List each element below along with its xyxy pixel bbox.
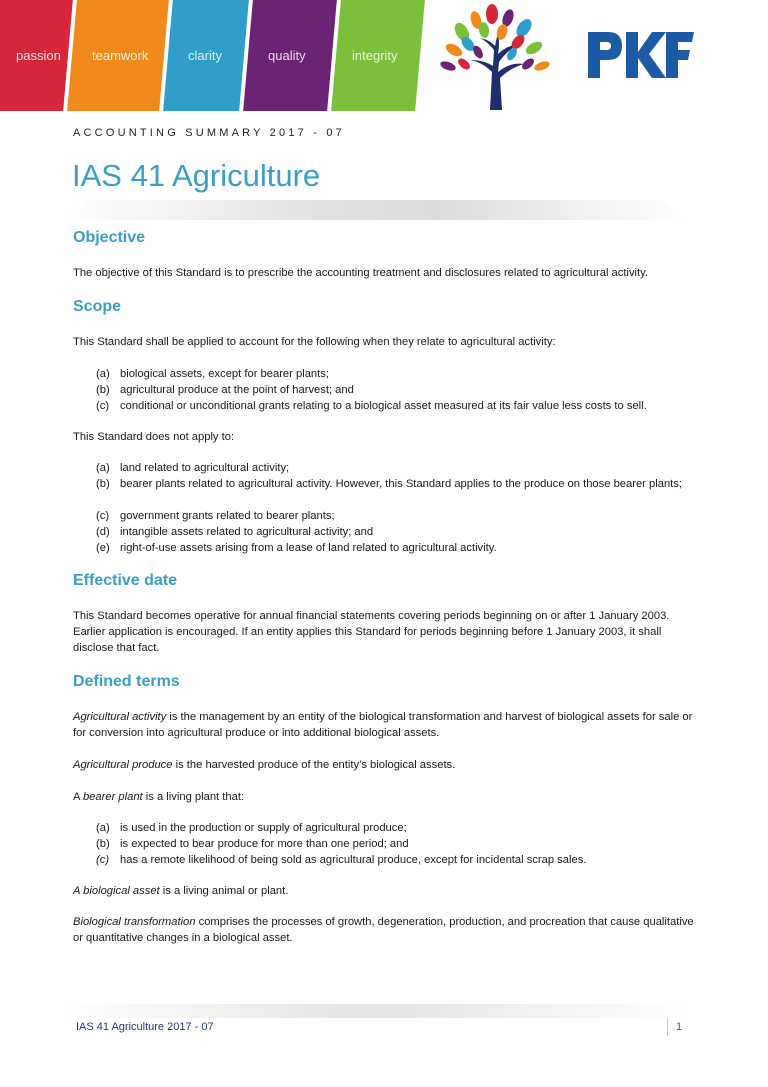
footer-title: IAS 41 Agriculture 2017 - 07 [76, 1021, 214, 1033]
summary-label: ACCOUNTING SUMMARY 2017 - 07 [73, 127, 345, 139]
list-text: agricultural produce at the point of harvest; and [120, 384, 354, 396]
tab-label-passion: passion [15, 48, 61, 63]
definition-agricultural-produce [73, 757, 695, 773]
list-text: right-of-use assets arising from a lease of land related to agricultural activity. [120, 542, 497, 554]
definition-agricultural-activity [73, 709, 695, 741]
list-marker: (d) [96, 526, 110, 538]
list-marker: (b) [96, 384, 110, 396]
list-item [96, 382, 696, 398]
objective-text: The objective of this Standard is to prescribe the accounting treatment and disclosures related to agricultural activity. [73, 267, 649, 279]
tab-teamwork [67, 0, 169, 111]
list-text: government grants related to bearer plants; [120, 510, 335, 522]
list-text: is expected to bear produce for more than one period; and [120, 838, 409, 850]
list-item [96, 852, 696, 868]
tab-label-integrity: integrity [352, 48, 398, 63]
page-number: 1 [676, 1021, 683, 1033]
list-marker: (b) [96, 838, 110, 850]
term: bearer plant [82, 791, 143, 803]
list-item [96, 460, 696, 476]
page-title: IAS 41 Agriculture [72, 158, 321, 193]
pkf-logo-icon [586, 28, 696, 80]
definition-text: is the harvested produce of the entity’s biological assets. [172, 759, 456, 771]
list-text: is used in the production or supply of agricultural produce; [120, 822, 407, 834]
tab-clarity [163, 0, 249, 111]
definition-text: is a living plant that: [142, 791, 245, 803]
definition-text: comprises the processes of growth, degeneration, production, and procreation that cause qualitative or quantitative changes in a biological asset. [73, 916, 694, 944]
term: Biological transformation [73, 916, 196, 928]
list-text: has a remote likelihood of being sold as agricultural produce, except for incidental scrap sales. [120, 854, 587, 866]
scope-exclusions-intro: This Standard does not apply to: [73, 431, 235, 443]
list-marker: (b) [96, 478, 110, 490]
list-item [96, 508, 696, 524]
list-marker: (a) [96, 368, 110, 380]
list-item [96, 524, 696, 540]
definition-biological-asset [73, 883, 695, 899]
heading-effective-date: Effective date [73, 572, 178, 589]
term: Agricultural activity [73, 711, 167, 723]
list-item [96, 476, 696, 492]
title-divider [62, 200, 686, 220]
tab-passion [0, 0, 73, 111]
list-text: biological assets, except for bearer plants; [120, 368, 329, 380]
list-marker: (c) [96, 510, 110, 522]
list-item [96, 820, 696, 836]
list-marker: (c) [96, 854, 110, 866]
term: Agricultural produce [73, 759, 173, 771]
list-marker: (e) [96, 542, 110, 554]
tab-label-clarity: clarity [188, 48, 222, 63]
scope-intro: This Standard shall be applied to account for the following when they relate to agricultural activity: [73, 336, 556, 348]
list-text: intangible assets related to agricultural activity; and [120, 526, 374, 538]
list-marker: (a) [96, 822, 110, 834]
definition-text: is the management by an entity of the biological transformation and harvest of biological assets for sale or for conversion into agricultural produce or into additional biological assets. [73, 711, 693, 739]
tab-quality [243, 0, 337, 111]
page-header [0, 0, 768, 112]
list-marker: (c) [96, 400, 110, 412]
tab-label-quality: quality [268, 48, 306, 63]
heading-objective: Objective [73, 229, 146, 246]
tree-logo-icon [432, 2, 558, 112]
term: A biological asset [73, 885, 160, 897]
list-item [96, 836, 696, 852]
list-item [96, 398, 696, 414]
definition-prefix: A [73, 791, 83, 803]
heading-defined-terms: Defined terms [73, 673, 180, 690]
list-item [96, 366, 696, 382]
definition-biological-transformation [73, 914, 695, 946]
effective-date-text: This Standard becomes operative for annual financial statements covering periods beginning on or after 1 January 2003. Earlier application is encouraged. If an entity applies this Standard for periods beginning before 1 January 2003, it shall disclose that fact. [73, 610, 670, 654]
list-marker: (a) [96, 462, 110, 474]
footer-divider [62, 1004, 686, 1018]
list-text: bearer plants related to agricultural activity. However, this Standard applies to the produce on those bearer plants; [120, 478, 682, 490]
list-text: conditional or unconditional grants relating to a biological asset measured at its fair value less costs to sell. [120, 400, 647, 412]
tab-label-teamwork: teamwork [92, 48, 149, 63]
list-item [96, 540, 696, 556]
list-text: land related to agricultural activity; [120, 462, 290, 474]
definition-text: is a living animal or plant. [159, 885, 289, 897]
definition-bearer-plant [73, 789, 695, 805]
tab-integrity [331, 0, 425, 111]
heading-scope: Scope [73, 298, 122, 315]
footer-separator [667, 1018, 668, 1036]
